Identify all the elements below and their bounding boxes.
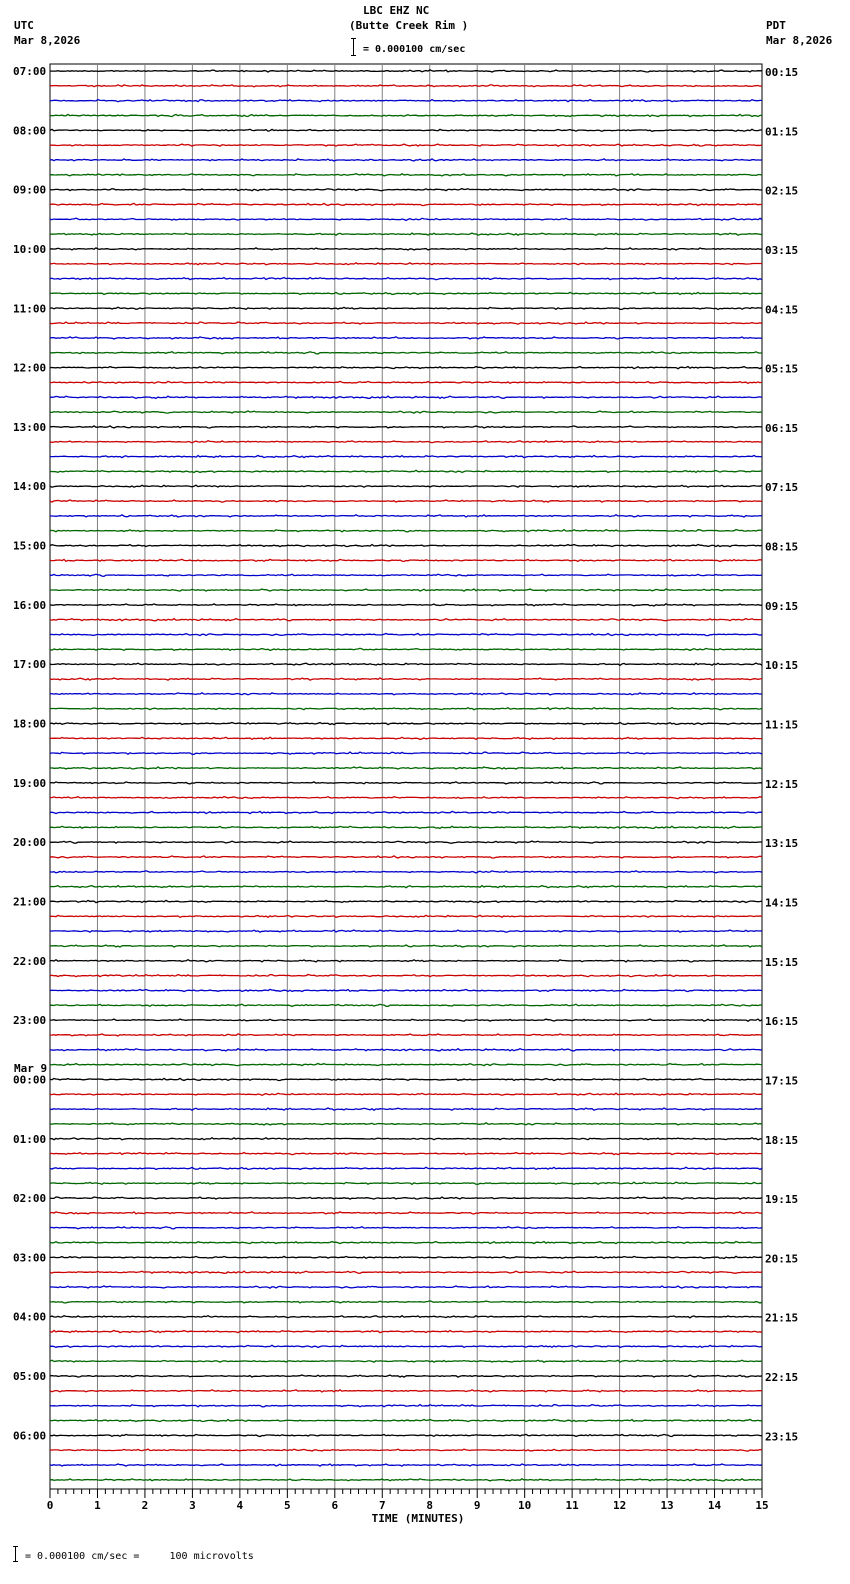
trace-line	[50, 337, 762, 339]
trace-line	[50, 367, 762, 369]
trace-line	[50, 1019, 762, 1021]
trace-line	[50, 634, 762, 636]
trace-line	[50, 129, 762, 131]
utc-hour-label: 20:00	[13, 836, 47, 850]
trace-line	[50, 500, 762, 502]
x-tick-label: 14	[707, 1499, 722, 1512]
trace-line	[50, 426, 762, 428]
utc-hour-label: 03:00	[13, 1251, 47, 1265]
trace-line	[50, 1004, 762, 1006]
trace-line	[50, 1167, 762, 1169]
trace-line	[50, 1256, 762, 1258]
trace-line	[50, 218, 762, 220]
pdt-hour-label: 19:15	[765, 1193, 799, 1207]
trace-line	[50, 797, 762, 799]
trace-line	[50, 604, 762, 606]
trace-line	[50, 589, 762, 591]
trace-line	[50, 1242, 762, 1244]
trace-line	[50, 1405, 762, 1407]
pdt-hour-label: 01:15	[765, 125, 799, 139]
footer-scale-text: = 0.000100 cm/sec = 100 microvolts	[25, 1551, 254, 1562]
x-tick-label: 5	[284, 1499, 291, 1512]
trace-line	[50, 1419, 762, 1421]
trace-line	[50, 1138, 762, 1140]
trace-line	[50, 648, 762, 650]
utc-hour-label: 23:00	[13, 1014, 47, 1028]
x-tick-label: 0	[46, 1499, 54, 1512]
utc-hour-label: 15:00	[13, 539, 47, 553]
trace-line	[50, 485, 762, 487]
trace-line	[50, 85, 762, 87]
trace-line	[50, 233, 762, 235]
trace-line	[50, 70, 762, 72]
trace-line	[50, 856, 762, 858]
trace-line	[50, 470, 762, 472]
trace-line	[50, 930, 762, 932]
utc-hour-label: 22:00	[13, 954, 47, 968]
pdt-hour-label: 05:15	[765, 362, 799, 376]
x-axis-label: TIME (MINUTES)	[371, 1512, 465, 1525]
trace-line	[50, 900, 762, 902]
trace-line	[50, 559, 762, 561]
utc-hour-label: 19:00	[13, 776, 47, 790]
right-date: Mar 8,2026	[766, 34, 833, 47]
pdt-hour-label: 16:15	[765, 1015, 799, 1029]
pdt-hour-label: 23:15	[765, 1430, 799, 1444]
utc-hour-label: 02:00	[13, 1192, 47, 1206]
right-timezone: PDT	[766, 19, 786, 32]
pdt-hour-label: 12:15	[765, 777, 799, 791]
trace-line	[50, 915, 762, 917]
trace-line	[50, 203, 762, 205]
trace-line	[50, 411, 762, 413]
trace-line	[50, 723, 762, 725]
utc-hour-label: 00:00	[13, 1073, 47, 1087]
x-tick-label: 8	[426, 1499, 434, 1512]
pdt-hour-label: 15:15	[765, 955, 799, 969]
utc-hour-label: 07:00	[13, 65, 47, 78]
trace-line	[50, 515, 762, 517]
pdt-hour-label: 07:15	[765, 481, 799, 495]
x-tick-label: 9	[473, 1499, 481, 1512]
trace-line	[50, 989, 762, 991]
trace-line	[50, 307, 762, 309]
trace-line	[50, 1390, 762, 1392]
utc-hour-label: 11:00	[13, 302, 47, 316]
pdt-hour-label: 18:15	[765, 1133, 799, 1147]
trace-line	[50, 263, 762, 265]
trace-line	[50, 1153, 762, 1155]
trace-line	[50, 114, 762, 116]
trace-line	[50, 619, 762, 621]
utc-hour-label: 10:00	[13, 242, 47, 256]
trace-line	[50, 767, 762, 769]
utc-hour-label: 12:00	[13, 361, 47, 375]
trace-line	[50, 1034, 762, 1036]
trace-line	[50, 708, 762, 710]
pdt-hour-label: 14:15	[765, 896, 799, 910]
trace-line	[50, 841, 762, 843]
trace-line	[50, 1182, 762, 1184]
pdt-hour-label: 02:15	[765, 184, 799, 198]
site-name: (Butte Creek Rim )	[349, 19, 469, 32]
utc-hour-label: 06:00	[13, 1429, 47, 1443]
pdt-hour-label: 13:15	[765, 837, 799, 851]
trace-line	[50, 960, 762, 962]
x-tick-label: 11	[565, 1499, 579, 1512]
x-tick-label: 10	[518, 1499, 532, 1512]
trace-line	[50, 1049, 762, 1051]
trace-line	[50, 1271, 762, 1273]
pdt-hour-label: 11:15	[765, 718, 799, 732]
trace-line	[50, 1331, 762, 1333]
utc-hour-label: 04:00	[13, 1310, 47, 1324]
utc-hour-label: 16:00	[13, 598, 47, 612]
x-axis	[47, 1489, 769, 1512]
trace-line	[50, 396, 762, 398]
trace-line	[50, 1449, 762, 1451]
trace-line	[50, 1123, 762, 1125]
trace-line	[50, 278, 762, 280]
x-tick-label: 2	[141, 1499, 149, 1512]
trace-line	[50, 1301, 762, 1303]
trace-line	[50, 322, 762, 324]
pdt-hour-label: 17:15	[765, 1074, 799, 1088]
trace-line	[50, 826, 762, 828]
utc-hour-label: 09:00	[13, 183, 47, 197]
utc-hour-label: 17:00	[13, 658, 47, 672]
x-tick-label: 6	[331, 1499, 339, 1512]
plot-frame	[50, 64, 762, 1489]
footer-scale-icon	[13, 1546, 18, 1562]
trace-line	[50, 975, 762, 977]
trace-line	[50, 159, 762, 161]
trace-line	[50, 1064, 762, 1066]
trace-line	[50, 678, 762, 680]
trace-line	[50, 1479, 762, 1481]
date-change-label: Mar 9	[14, 1062, 48, 1075]
trace-line	[50, 1345, 762, 1347]
trace-line	[50, 1108, 762, 1110]
trace-line	[50, 1434, 762, 1436]
left-date: Mar 8,2026	[14, 34, 81, 47]
x-tick-label: 15	[755, 1499, 769, 1512]
x-tick-label: 13	[660, 1499, 674, 1512]
trace-line	[50, 144, 762, 146]
pdt-hour-label: 03:15	[765, 243, 799, 257]
utc-hour-label: 05:00	[13, 1370, 47, 1384]
x-tick-label: 4	[236, 1499, 244, 1512]
trace-line	[50, 530, 762, 532]
pdt-hour-label: 08:15	[765, 540, 799, 554]
trace-line	[50, 248, 762, 250]
trace-line	[50, 1375, 762, 1377]
pdt-hour-label: 21:15	[765, 1311, 799, 1325]
trace-line	[50, 456, 762, 458]
trace-line	[50, 100, 762, 102]
trace-line	[50, 663, 762, 665]
trace-line	[50, 189, 762, 191]
trace-line	[50, 693, 762, 695]
trace-line	[50, 1316, 762, 1318]
trace-line	[50, 886, 762, 888]
trace-line	[50, 1227, 762, 1229]
pdt-hour-label: 04:15	[765, 303, 799, 317]
x-tick-label: 7	[378, 1499, 386, 1512]
trace-line	[50, 1360, 762, 1362]
trace-line	[50, 1093, 762, 1095]
trace-line	[50, 1078, 762, 1080]
left-timezone: UTC	[14, 19, 34, 32]
trace-line	[50, 871, 762, 873]
trace-line	[50, 811, 762, 813]
trace-line	[50, 545, 762, 547]
x-tick-label: 1	[94, 1499, 101, 1512]
utc-hour-label: 08:00	[13, 124, 47, 138]
utc-hour-label: 14:00	[13, 480, 47, 494]
trace-line	[50, 441, 762, 443]
trace-line	[50, 1286, 762, 1288]
pdt-hour-label: 09:15	[765, 599, 799, 613]
utc-hour-label: 21:00	[13, 895, 47, 909]
trace-line	[50, 174, 762, 176]
pdt-hour-label: 22:15	[765, 1371, 799, 1385]
hour-labels	[13, 65, 798, 1443]
trace-line	[50, 1212, 762, 1214]
trace-line	[50, 352, 762, 354]
pdt-hour-label: 06:15	[765, 421, 799, 435]
trace-line	[50, 737, 762, 739]
utc-hour-label: 01:00	[13, 1132, 47, 1146]
trace-line	[50, 1197, 762, 1199]
pdt-hour-label: 00:15	[765, 66, 799, 79]
grid	[50, 64, 762, 1489]
pdt-hour-label: 10:15	[765, 659, 799, 673]
station-title: LBC EHZ NC	[363, 4, 430, 17]
utc-hour-label: 18:00	[13, 717, 47, 731]
pdt-hour-label: 20:15	[765, 1252, 799, 1266]
trace-line	[50, 381, 762, 383]
trace-line	[50, 574, 762, 576]
traces	[50, 70, 762, 1481]
x-tick-label: 12	[612, 1499, 627, 1512]
trace-line	[50, 945, 762, 947]
trace-line	[50, 292, 762, 294]
trace-line	[50, 782, 762, 784]
x-tick-label: 3	[189, 1499, 196, 1512]
scale-text: = 0.000100 cm/sec	[363, 44, 466, 55]
trace-line	[50, 1464, 762, 1466]
utc-hour-label: 13:00	[13, 420, 47, 434]
trace-line	[50, 752, 762, 754]
